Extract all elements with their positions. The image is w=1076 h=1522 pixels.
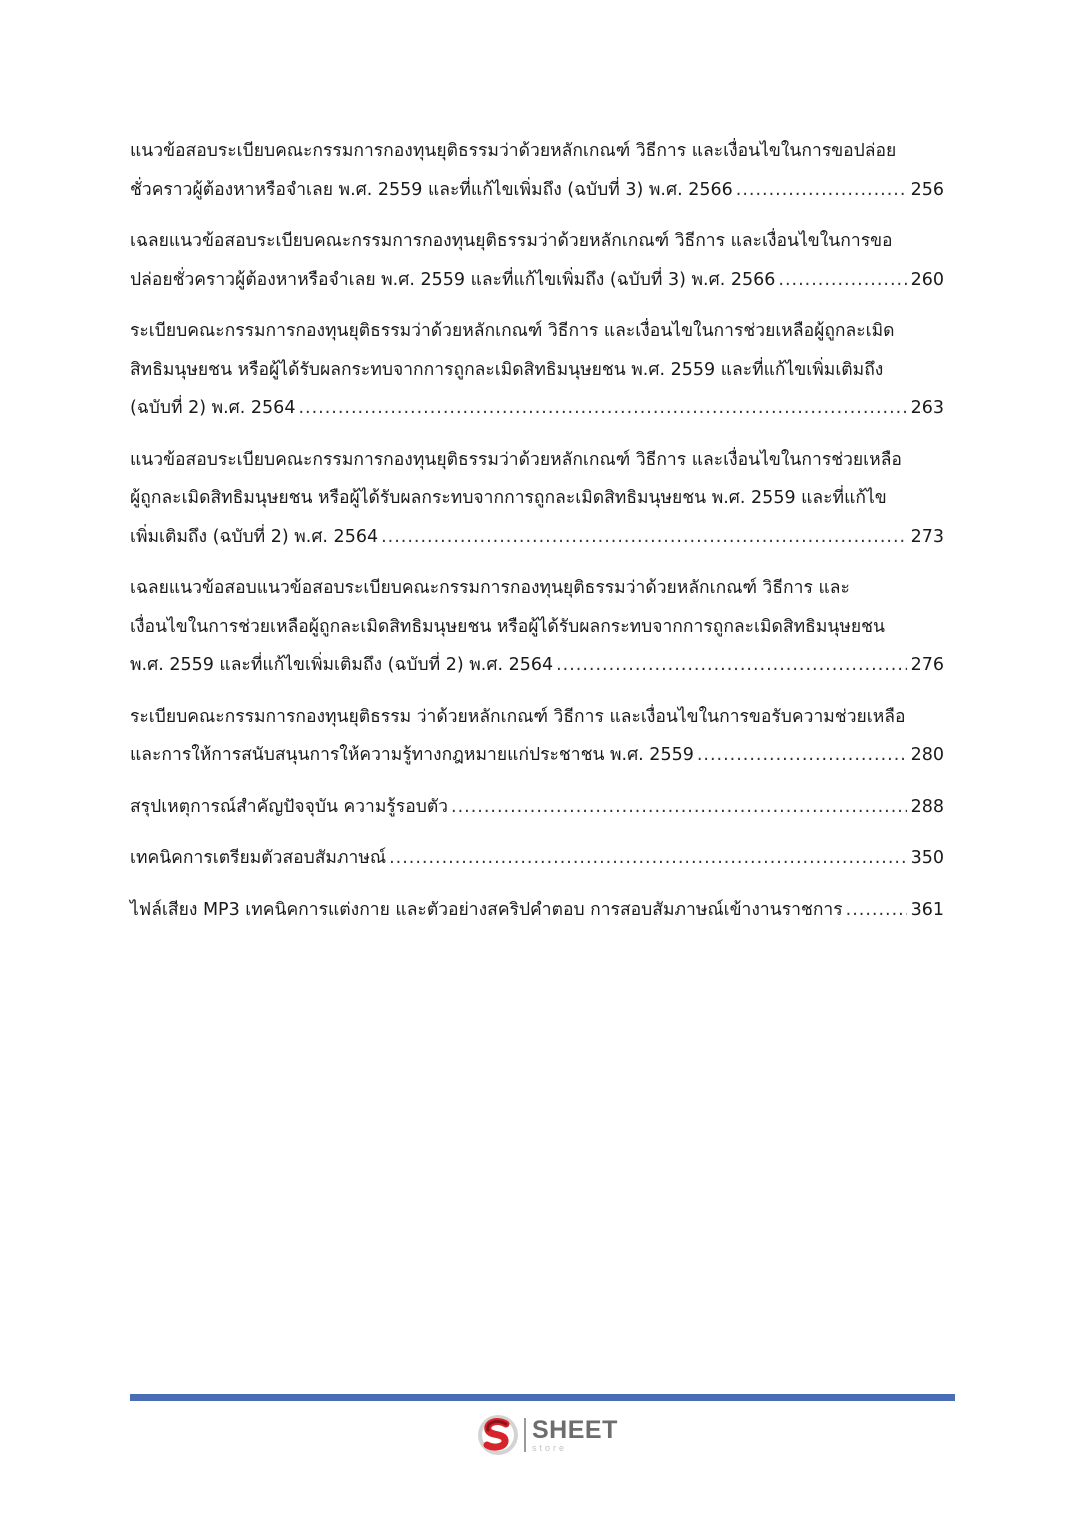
sheet-store-logo	[476, 1413, 618, 1457]
footer-rule	[130, 1394, 955, 1401]
dot-leader	[451, 788, 907, 827]
toc-entry[interactable]	[130, 312, 944, 428]
dot-leader	[389, 839, 907, 878]
toc-entry-line: ระเบียบคณะกรรมการกองทุนยุติธรรม ว่าด้วยหลักเกณฑ์ วิธีการ และเงื่อนไขในการขอรับความช่วยเหลือ	[130, 706, 906, 727]
toc-entry-line: เฉลยแนวข้อสอบแนวข้อสอบระเบียบคณะกรรมการกองทุนยุติธรรมว่าด้วยหลักเกณฑ์ วิธีการ และ	[130, 578, 850, 598]
dot-leader	[697, 736, 907, 775]
dot-leader	[778, 261, 906, 300]
toc-entry[interactable]	[130, 132, 944, 209]
toc-entry[interactable]	[130, 222, 944, 299]
toc-entry-line: พ.ศ. 2559 และที่แก้ไขเพิ่มเติมถึง (ฉบับที่ 2) พ.ศ. 2564	[130, 655, 554, 675]
logo-subword: store	[532, 1442, 568, 1453]
dot-leader	[298, 389, 906, 428]
dot-leader	[556, 646, 906, 685]
toc-entry-line: เงื่อนไขในการช่วยเหลือผู้ถูกละเมิดสิทธิมนุษยชน หรือผู้ได้รับผลกระทบจากการถูกละเมิดสิทธิมนุษยชน	[130, 616, 885, 637]
dot-leader	[381, 518, 907, 557]
toc-entry-line: สิทธิมนุษยชน หรือผู้ได้รับผลกระทบจากการถูกละเมิดสิทธิมนุษยชน พ.ศ. 2559 และที่แก้ไขเพิ่มเติมถึง	[130, 359, 884, 380]
toc-entry-line: และการให้การสนับสนุนการให้ความรู้ทางกฎหมายแก่ประชาชน พ.ศ. 2559	[130, 745, 694, 765]
dot-leader	[846, 891, 907, 930]
toc-page-number: 260	[910, 269, 944, 290]
toc-entry-last-line	[130, 389, 944, 428]
toc-entry-line: แนวข้อสอบระเบียบคณะกรรมการกองทุนยุติธรรมว่าด้วยหลักเกณฑ์ วิธีการ และเงื่อนไขในการช่วยเหลือ	[130, 449, 902, 470]
toc-entry-last-line	[130, 788, 944, 827]
toc-entry-line: สรุปเหตุการณ์สำคัญปัจจุบัน ความรู้รอบตัว	[130, 796, 449, 817]
toc-entry-last-line	[130, 736, 944, 775]
toc-entry-line: ผู้ถูกละเมิดสิทธิมนุษยชน หรือผู้ได้รับผลกระทบจากการถูกละเมิดสิทธิมนุษยชน พ.ศ. 2559 และที่แก้ไข	[130, 488, 887, 508]
toc-entry-line: ไฟล์เสียง MP3 เทคนิคการแต่งกาย และตัวอย่างสคริปคำตอบ การสอบสัมภาษณ์เข้างานราชการ	[130, 899, 843, 920]
toc-entry-last-line	[130, 646, 944, 685]
sheet-store-s-icon	[476, 1413, 520, 1457]
dot-leader	[736, 171, 907, 210]
toc-entry-line: (ฉบับที่ 2) พ.ศ. 2564	[130, 398, 296, 418]
toc-page-number: 350	[910, 848, 944, 868]
toc-entry-last-line	[130, 518, 944, 557]
toc-entry-line: ปล่อยชั่วคราวผู้ต้องหาหรือจำเลย พ.ศ. 2559 และที่แก้ไขเพิ่มถึง (ฉบับที่ 3) พ.ศ. 2566	[130, 269, 776, 290]
toc-entry[interactable]	[130, 839, 944, 878]
toc-entry-last-line	[130, 839, 944, 878]
toc-page-number: 276	[910, 655, 944, 675]
table-of-contents	[130, 132, 944, 942]
logo-separator	[524, 1418, 526, 1452]
toc-page-number: 263	[910, 398, 944, 418]
toc-entry[interactable]	[130, 788, 944, 827]
toc-page-number: 361	[910, 899, 944, 920]
toc-entry-line: เพิ่มเติมถึง (ฉบับที่ 2) พ.ศ. 2564	[130, 526, 379, 547]
toc-page-number: 288	[910, 796, 944, 817]
toc-page-number: 280	[910, 745, 944, 765]
toc-entry[interactable]	[130, 569, 944, 685]
logo-word: SHEET	[532, 1415, 618, 1444]
toc-entry-line: แนวข้อสอบระเบียบคณะกรรมการกองทุนยุติธรรมว่าด้วยหลักเกณฑ์ วิธีการ และเงื่อนไขในการขอปล่อย	[130, 141, 897, 161]
toc-entry-last-line	[130, 891, 944, 930]
toc-entry[interactable]	[130, 891, 944, 930]
logo-wordmark	[532, 1415, 618, 1453]
toc-entry[interactable]	[130, 698, 944, 775]
toc-entry-line: เทคนิคการเตรียมตัวสอบสัมภาษณ์	[130, 848, 387, 868]
toc-entry[interactable]	[130, 441, 944, 557]
toc-entry-last-line	[130, 171, 944, 210]
toc-page-number: 273	[910, 526, 944, 547]
toc-entry-line: ชั่วคราวผู้ต้องหาหรือจำเลย พ.ศ. 2559 และที่แก้ไขเพิ่มถึง (ฉบับที่ 3) พ.ศ. 2566	[130, 179, 733, 200]
toc-page-number: 256	[910, 179, 944, 200]
toc-entry-line: ระเบียบคณะกรรมการกองทุนยุติธรรมว่าด้วยหลักเกณฑ์ วิธีการ และเงื่อนไขในการช่วยเหลือผู้ถูกละเมิด	[130, 321, 895, 341]
toc-entry-last-line	[130, 261, 944, 300]
toc-entry-line: เฉลยแนวข้อสอบระเบียบคณะกรรมการกองทุนยุติธรรมว่าด้วยหลักเกณฑ์ วิธีการ และเงื่อนไขในการขอ	[130, 231, 893, 251]
